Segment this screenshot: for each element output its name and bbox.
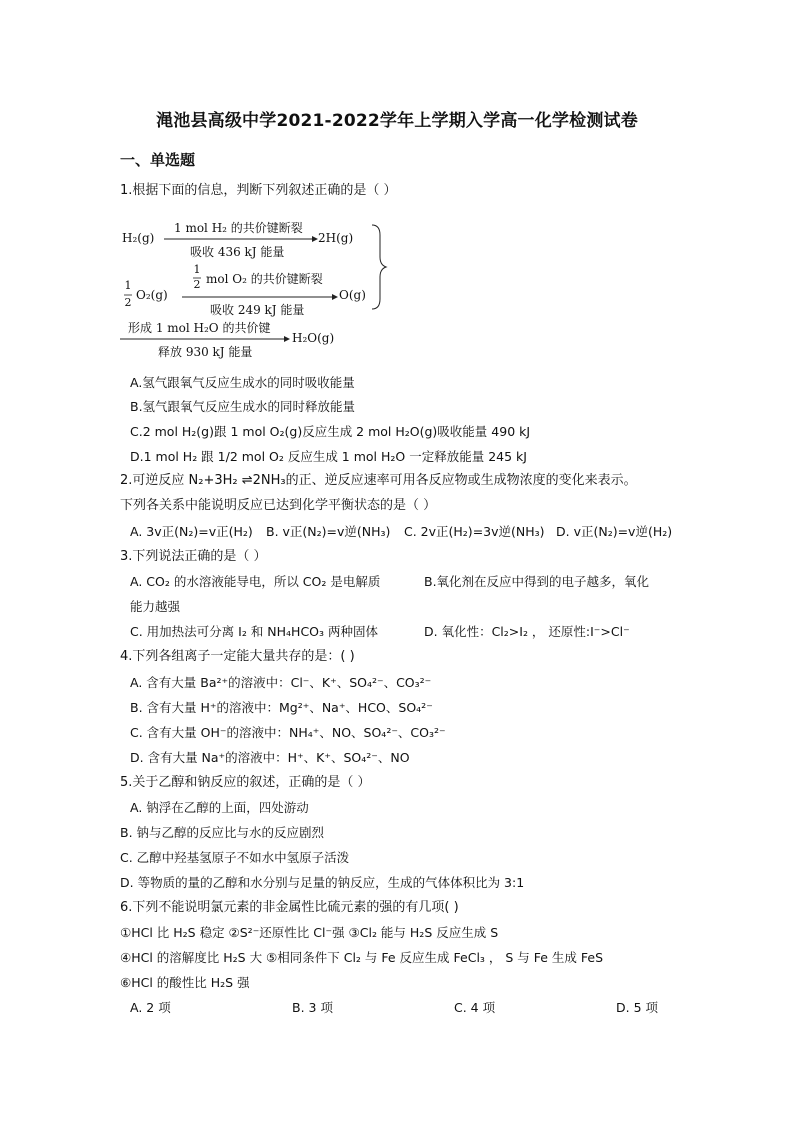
q1-option-c: C.2 mol H₂(g)跟 1 mol O₂(g)反应生成 2 mol H₂O(g)吸收能量 490 kJ [130,424,531,439]
h2o-form-label: 形成 1 mol H₂O 的共价键 [128,321,271,335]
q1-option-a: A.氢气跟氧气反应生成水的同时吸收能量 [130,375,355,390]
q6-option-a: A. 2 项 [130,1000,171,1015]
q2-option-b: B. v正(N₂)=v逆(NH₃) [266,524,391,539]
q4-option-a: A. 含有大量 Ba²⁺的溶液中：Cl⁻、K⁺、SO₄²⁻、CO₃²⁻ [130,675,432,690]
q4-stem: 4.下列各组离子一定能大量共存的是：( ) [120,649,355,664]
q5-stem: 5.关于乙醇和钠反应的叙述，正确的是（ ） [120,775,371,790]
q2-option-d: D. v正(N₂)=v逆(H₂) [556,524,673,539]
o2-coef-numerator: 1 [124,279,132,292]
energy-diagram [118,213,388,363]
q5-option-b: B. 钠与乙醇的反应比与水的反应剧烈 [120,825,325,840]
o2-coef-denominator: 2 [124,296,132,309]
o2-top-numerator: 1 [193,263,201,276]
h-atom-product: 2H(g) [318,231,354,245]
q1-stem: 1.根据下面的信息，判断下列叙述正确的是（ ） [120,183,397,198]
o2-energy-label: 吸收 249 kJ 能量 [210,303,305,317]
q6-statements-line2: ④HCl 的溶解度比 H₂S 大 ⑤相同条件下 Cl₂ 与 Fe 反应生成 FeCl₃ ， S 与 Fe 生成 FeS [120,950,604,965]
q3-option-a: A. CO₂ 的水溶液能导电，所以 CO₂ 是电解质 [130,574,381,589]
q6-statements-line1: ①HCl 比 H₂S 稳定 ②S²⁻还原性比 Cl⁻强 ③Cl₂ 能与 H₂S 反应生成 S [120,925,499,940]
h2-energy-label: 吸收 436 kJ 能量 [190,245,285,259]
o2-break-label: mol O₂ 的共价键断裂 [206,272,323,286]
q5-option-c: C. 乙醇中羟基氢原子不如水中氢原子活泼 [120,850,350,865]
q2-stem-line1: 2.可逆反应 N₂+3H₂ ⇌2NH₃的正、逆反应速率可用各反应物或生成物浓度的变化来表示。 [120,473,637,488]
o-atom-product: O(g) [339,288,366,302]
q6-option-d: D. 5 项 [616,1000,658,1015]
q4-option-d: D. 含有大量 Na⁺的溶液中：H⁺、K⁺、SO₄²⁻、NO [130,750,410,765]
o2-reactant: O₂(g) [136,288,168,302]
q6-statements-line3: ⑥HCl 的酸性比 H₂S 强 [120,975,250,990]
h2-break-label: 1 mol H₂ 的共价键断裂 [174,221,303,235]
o2-top-denominator: 2 [193,278,201,291]
q3-option-c: C. 用加热法可分离 I₂ 和 NH₄HCO₃ 两种固体 [130,624,379,639]
q1-option-b: B.氢气跟氧气反应生成水的同时释放能量 [130,399,356,414]
q1-option-d: D.1 mol H₂ 跟 1/2 mol O₂ 反应生成 1 mol H₂O 一定释放能量 245 kJ [130,449,527,464]
q3-option-b-line1: B.氧化剂在反应中得到的电子越多，氧化 [424,574,650,589]
q5-option-d: D. 等物质的量的乙醇和水分别与足量的钠反应，生成的气体体积比为 3:1 [120,875,525,890]
q3-option-b-line2: 能力越强 [130,599,181,614]
q2-option-a: A. 3v正(N₂)=v正(H₂) [130,524,253,539]
q6-option-c: C. 4 项 [454,1000,496,1015]
q4-option-c: C. 含有大量 OH⁻的溶液中：NH₄⁺、NO、SO₄²⁻、CO₃²⁻ [130,725,446,740]
page-title: 渑池县高级中学2021-2022学年上学期入学高一化学检测试卷 [156,111,638,131]
q2-option-c: C. 2v正(H₂)=3v逆(NH₃) [404,524,545,539]
h2o-energy-label: 释放 930 kJ 能量 [158,345,253,359]
q6-stem: 6.下列不能说明氯元素的非金属性比硫元素的强的有几项( ) [120,900,459,915]
q5-option-a: A. 钠浮在乙醇的上面，四处游动 [130,800,309,815]
h2o-product: H₂O(g) [292,331,335,345]
q3-stem: 3.下列说法正确的是（ ） [120,549,267,564]
q4-option-b: B. 含有大量 H⁺的溶液中：Mg²⁺、Na⁺、HCO、SO₄²⁻ [130,700,433,715]
q3-option-d: D. 氧化性：Cl₂>I₂ ， 还原性:I⁻>Cl⁻ [424,624,630,639]
q2-stem-line2: 下列各关系中能说明反应已达到化学平衡状态的是（ ） [120,498,437,513]
q6-option-b: B. 3 项 [292,1000,333,1015]
section-heading: 一、单选题 [120,151,196,169]
h2-reactant: H₂(g) [122,231,155,245]
